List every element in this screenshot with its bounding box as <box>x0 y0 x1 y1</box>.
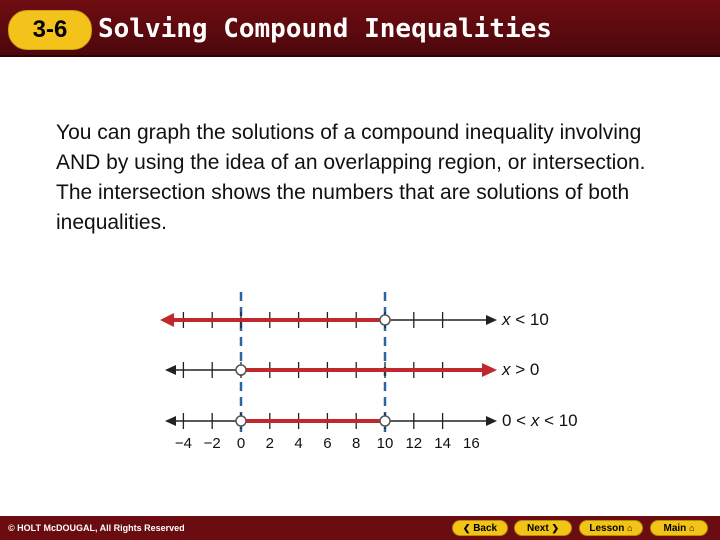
tick-label: 8 <box>352 435 361 452</box>
tick-label: 12 <box>405 435 423 452</box>
open-circle-endpoint <box>380 315 390 325</box>
number-line-3 <box>165 411 578 430</box>
axis-tick-labels <box>175 435 480 452</box>
page-title: Solving Compound Inequalities <box>98 14 552 44</box>
lesson-number-badge: 3-6 <box>8 10 92 50</box>
home-icon: ⌂ <box>689 523 695 533</box>
inequality-label: x > 0 <box>502 360 540 379</box>
tick-label: −2 <box>203 435 221 452</box>
home-icon: ⌂ <box>627 523 633 533</box>
lesson-button[interactable] <box>579 520 643 536</box>
back-button-label: Back <box>473 523 498 534</box>
main-button[interactable] <box>650 520 708 536</box>
next-button[interactable] <box>514 520 572 536</box>
open-circle-endpoint <box>380 416 390 426</box>
main-button-label: Main <box>663 523 687 534</box>
open-circle-endpoint <box>236 416 246 426</box>
tick-label: 6 <box>323 435 332 452</box>
axis-arrow-left-icon <box>165 365 176 375</box>
number-line-1 <box>160 310 549 329</box>
tick-label: 10 <box>376 435 394 452</box>
tick-label: −4 <box>174 435 192 452</box>
axis-arrow-left-icon <box>165 416 176 426</box>
tick-label: 16 <box>463 435 480 452</box>
solution-arrow-right-icon <box>482 363 497 377</box>
chevron-left-icon: ❮ <box>462 523 471 533</box>
tick-label: 4 <box>294 435 303 452</box>
chevron-right-icon: ❯ <box>551 523 559 533</box>
tick-label: 0 <box>236 435 246 452</box>
axis-arrow-right-icon <box>486 416 497 426</box>
solution-arrow-left-icon <box>160 313 174 327</box>
inequality-label: x < 10 <box>502 310 549 329</box>
footer-bar <box>0 516 720 540</box>
tick-label: 2 <box>265 435 274 452</box>
tick-label: 14 <box>434 435 451 452</box>
copyright-text: © HOLT McDOUGAL, All Rights Reserved <box>8 523 185 533</box>
open-circle-endpoint <box>236 365 246 375</box>
back-button[interactable] <box>452 520 508 536</box>
lesson-paragraph: You can graph the solutions of a compound inequality involving AND by using the idea of an overlapping region, or intersection. The intersection shows the numbers that are solutions of both inequalities. <box>56 121 646 234</box>
inequality-label: 0 < x < 10 <box>502 411 578 430</box>
lesson-button-label: Lesson <box>589 523 625 534</box>
axis-arrow-right-icon <box>486 315 497 325</box>
number-line-2 <box>165 360 539 379</box>
next-button-label: Next <box>526 523 549 534</box>
